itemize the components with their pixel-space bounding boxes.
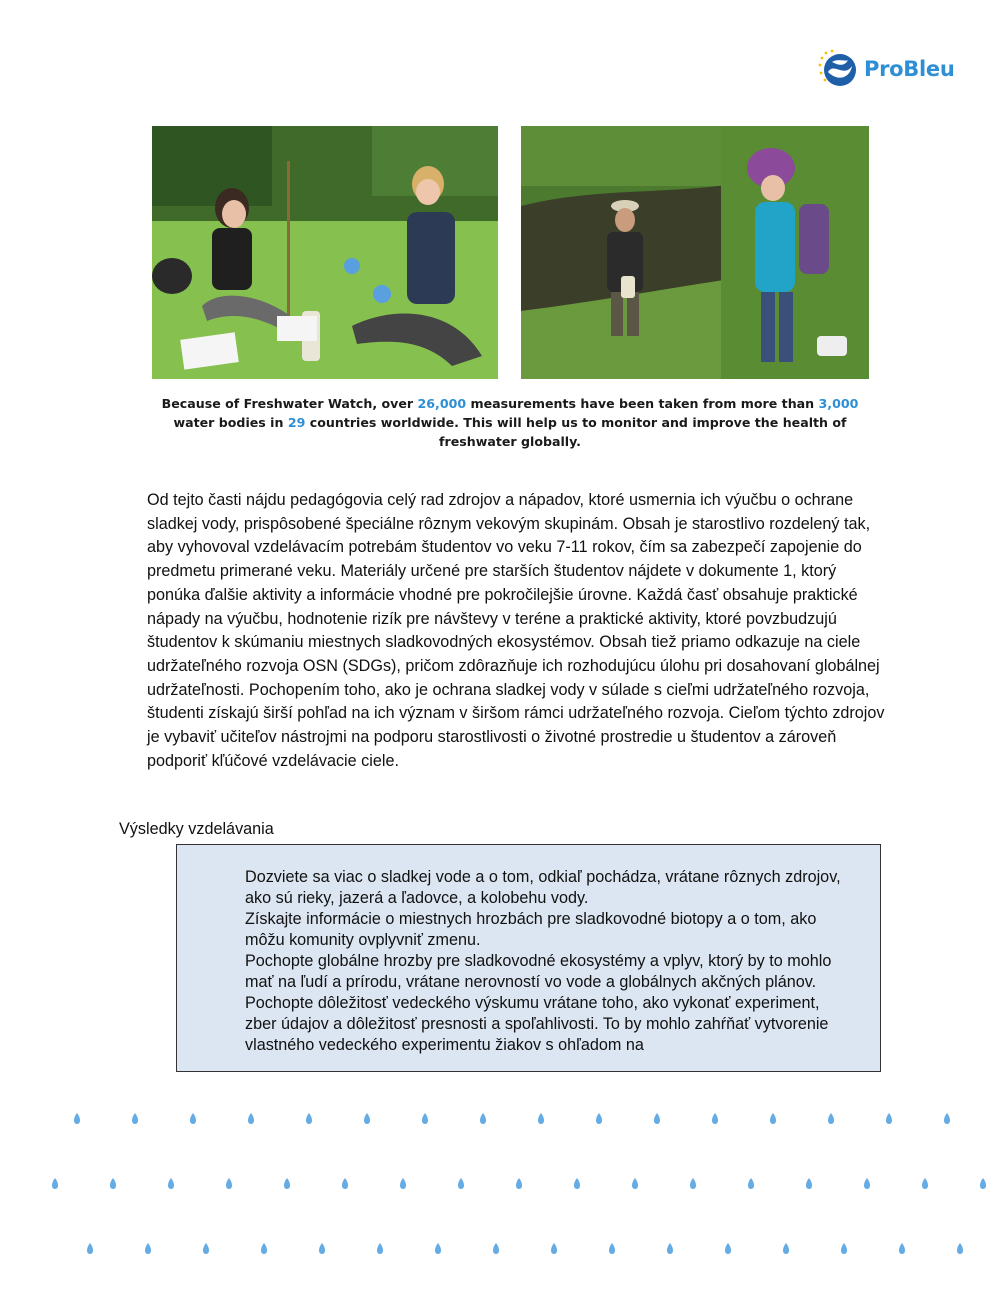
water-drop-icon xyxy=(190,1113,196,1124)
water-drop-icon xyxy=(725,1243,731,1254)
water-drop-icon xyxy=(226,1178,232,1189)
caption-text-3: water bodies in xyxy=(173,415,288,430)
water-drop-icon xyxy=(74,1113,80,1124)
probleu-logo xyxy=(816,48,966,90)
learning-outcome-item: Pochopte globálne hrozby pre sladkovodné ekosystémy a vplyv, ktorý by to mohlo mať na ľudí a prírodu, vrátane nerovností vo vode a globálnych akčných plánov. xyxy=(245,952,832,991)
water-drop-icon xyxy=(203,1243,209,1254)
water-drop-icon xyxy=(748,1178,754,1189)
water-drop-icon xyxy=(828,1113,834,1124)
water-drop-icon xyxy=(574,1178,580,1189)
water-drop-icon xyxy=(886,1113,892,1124)
water-drop-icon xyxy=(712,1113,718,1124)
water-drop-icon xyxy=(806,1178,812,1189)
learning-outcomes-heading: Výsledky vzdelávania xyxy=(119,820,274,838)
water-drop-icon xyxy=(922,1178,928,1189)
water-drop-icon xyxy=(435,1243,441,1254)
water-drop-icon xyxy=(132,1113,138,1124)
water-drop-icon xyxy=(145,1243,151,1254)
water-drop-icon xyxy=(596,1113,602,1124)
water-drop-icon xyxy=(944,1113,950,1124)
caption-text-4: countries worldwide. This will help us to monitor and improve the health of freshwater globally. xyxy=(305,415,847,449)
learning-outcome-item: Dozviete sa viac o sladkej vode a o tom, odkiaľ pochádza, vrátane rôznych zdrojov, ako sú rieky, jazerá a ľadovce, a kolobehu vody. xyxy=(245,868,841,907)
globe-logo-icon xyxy=(816,48,860,90)
intro-paragraph: Od tejto časti nájdu pedagógovia celý rad zdrojov a nápadov, ktoré usmernia ich výučbu o ochrane sladkej vody, prispôsobené špeciálne rôznym vekovým skupinám. Obsah je starostlivo rozdelený tak, aby vyhovoval vzdelávacím potrebám študentov vo veku 7-11 rokov, čím sa zabezpečí zapojenie do predmetu primerané veku. Materiály určené pre starších študentov nájdete v dokumente 1, ktorý ponúka ďalšie aktivity a informácie vhodné pre pokročilejšie úrovne. Každá časť obsahuje praktické nápady na výučbu, hodnotenie rizík pre návštevy v teréne a praktické aktivity, ktoré povzbudzujú študentov k skúmaniu miestnych sladkovodných ekosystémov. Obsah tiež priamo odkazuje na ciele udržateľného rozvoja OSN (SDGs), pričom zdôrazňuje ich rozhodujúcu úlohu pri dosahovaní globálnej udržateľnosti. Pochopením toho, ako je ochrana sladkej vody v súlade s cieľmi udržateľného rozvoja, študenti získajú širší pohľad na ich význam v širšom rámci udržateľného rozvoja. Cieľom týchto zdrojov je vybaviť učiteľov nástrojmi na podporu starostlivosti o životné prostredie u študentov a zároveň podporiť kľúčové vzdelávacie ciele. xyxy=(147,491,885,770)
water-drop-icon xyxy=(400,1178,406,1189)
water-drop-icon xyxy=(306,1113,312,1124)
caption-text-1: Because of Freshwater Watch, over xyxy=(161,396,418,411)
water-drop-icon xyxy=(480,1113,486,1124)
water-drop-icon xyxy=(690,1178,696,1189)
water-drop-icon xyxy=(864,1178,870,1189)
water-drop-icon xyxy=(538,1113,544,1124)
learning-outcome-item: Získajte informácie o miestnych hrozbách pre sladkovodné biotopy a o tom, ako môžu komunity ovplyvniť zmenu. xyxy=(245,910,817,949)
water-drop-icon xyxy=(319,1243,325,1254)
water-drop-icon xyxy=(168,1178,174,1189)
water-drop-icon xyxy=(551,1243,557,1254)
water-drop-icon xyxy=(783,1243,789,1254)
water-drop-icon xyxy=(632,1178,638,1189)
water-drop-icon xyxy=(609,1243,615,1254)
water-drop-icon xyxy=(422,1113,428,1124)
photo-stream-sampling xyxy=(521,126,869,379)
photo-caption xyxy=(160,394,860,451)
caption-water-bodies-count: 3,000 xyxy=(818,396,859,411)
water-drop-icon xyxy=(52,1178,58,1189)
water-drop-icon xyxy=(110,1178,116,1189)
water-drop-icon xyxy=(87,1243,93,1254)
learning-outcome-item: Pochopte dôležitosť vedeckého výskumu vrátane toho, ako vykonať experiment, zber údajov a dôležitosť presnosti a spoľahlivosti. To by mohlo zahŕňať vytvorenie vlastného vedeckého experimentu žiakov s ohľadom na xyxy=(245,994,829,1054)
water-drop-icon xyxy=(654,1113,660,1124)
water-drop-icon xyxy=(261,1243,267,1254)
water-drop-icon xyxy=(516,1178,522,1189)
water-drop-icon xyxy=(458,1178,464,1189)
logo-text: ProBleu xyxy=(864,57,955,81)
water-drop-icon xyxy=(957,1243,963,1254)
water-drop-icon xyxy=(667,1243,673,1254)
photo-freshwater-sampling-grass xyxy=(152,126,498,379)
water-drops-decoration xyxy=(0,1100,1000,1270)
water-drop-icon xyxy=(980,1178,986,1189)
caption-text-2: measurements have been taken from more than xyxy=(466,396,819,411)
water-drop-icon xyxy=(493,1243,499,1254)
water-drop-icon xyxy=(248,1113,254,1124)
water-drop-icon xyxy=(364,1113,370,1124)
water-drop-icon xyxy=(841,1243,847,1254)
water-drop-icon xyxy=(284,1178,290,1189)
learning-outcomes-box xyxy=(176,844,881,1072)
caption-countries-count: 29 xyxy=(287,415,306,430)
water-drop-icon xyxy=(899,1243,905,1254)
water-drop-icon xyxy=(377,1243,383,1254)
learning-outcomes-list xyxy=(177,845,880,1056)
water-drop-icon xyxy=(770,1113,776,1124)
water-drop-icon xyxy=(342,1178,348,1189)
caption-measurements-count: 26,000 xyxy=(417,396,467,411)
